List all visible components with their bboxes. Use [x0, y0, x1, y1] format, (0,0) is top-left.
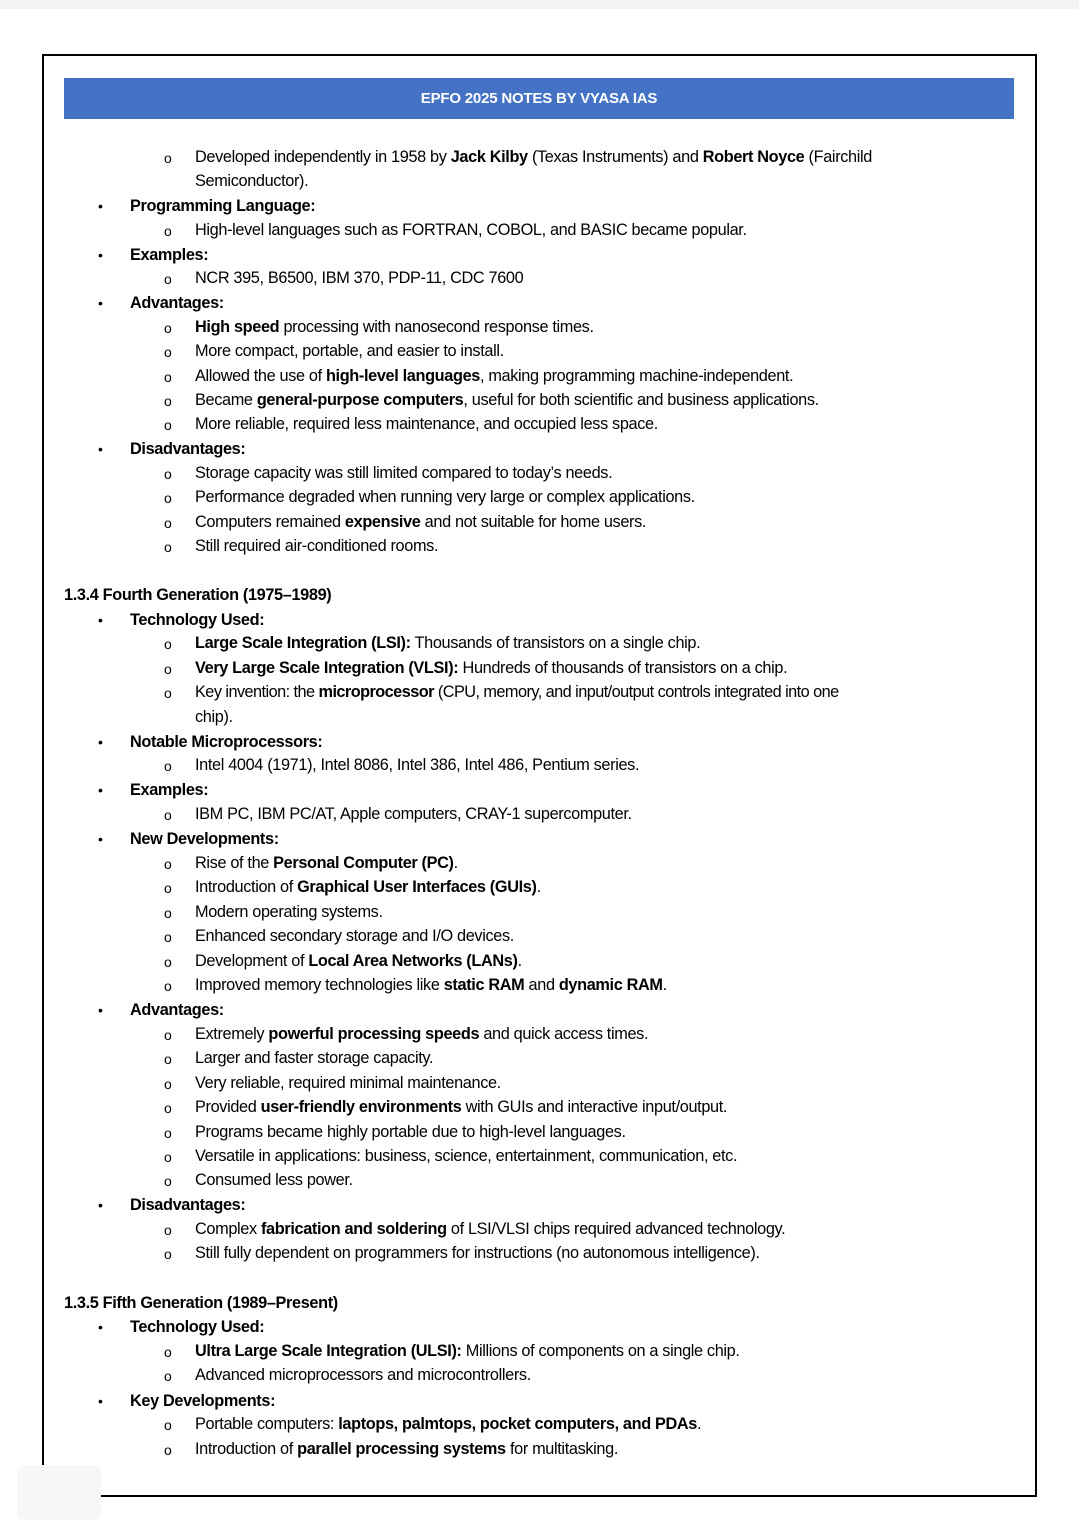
- list-item: [195, 975, 667, 995]
- list-item: [195, 390, 819, 410]
- list-item: [195, 1024, 648, 1044]
- bold-text: general-purpose computers: [256, 391, 464, 409]
- hollow-circle-bullet-icon: o: [164, 685, 172, 701]
- hollow-circle-bullet-icon: o: [164, 1368, 172, 1384]
- hollow-circle-bullet-icon: o: [164, 978, 172, 994]
- bold-text: Jack Kilby: [450, 148, 528, 166]
- list-item: [195, 877, 541, 897]
- text: Thousands of transistors on a single chip.: [410, 634, 701, 652]
- hollow-circle-bullet-icon: o: [164, 150, 172, 166]
- hollow-circle-bullet-icon: o: [164, 807, 172, 823]
- text: Computers remained: [195, 513, 345, 531]
- list-item: Programs became highly portable due to high-level languages.: [195, 1123, 626, 1141]
- text: .: [453, 854, 458, 872]
- bold-text: Robert Noyce: [702, 148, 805, 166]
- text: Allowed the use of: [195, 367, 326, 385]
- text: Key invention: the: [195, 683, 319, 701]
- text: for multitasking.: [505, 1440, 618, 1458]
- text: Complex: [195, 1220, 261, 1238]
- list-item: Still fully dependent on programmers for instructions (no autonomous intelligence).: [195, 1244, 760, 1262]
- list-item: [195, 147, 872, 167]
- hollow-circle-bullet-icon: o: [164, 1246, 172, 1262]
- hollow-circle-bullet-icon: o: [164, 880, 172, 896]
- text: processing with nanosecond response times.: [279, 318, 594, 336]
- list-heading: Key Developments:: [130, 1392, 276, 1410]
- list-item-continuation: Semiconductor).: [195, 172, 309, 190]
- list-heading: Technology Used:: [130, 611, 265, 629]
- list-heading: Notable Microprocessors:: [130, 733, 323, 751]
- hollow-circle-bullet-icon: o: [164, 490, 172, 506]
- list-item: [195, 682, 839, 702]
- bullet-icon: •: [98, 782, 103, 798]
- hollow-circle-bullet-icon: o: [164, 954, 172, 970]
- banner-title: EPFO 2025 NOTES BY VYASA IAS: [420, 90, 658, 107]
- bullet-icon: •: [98, 1002, 103, 1018]
- bold-text: microprocessor: [318, 683, 434, 701]
- text: Developed independently in 1958 by: [195, 148, 451, 166]
- bullet-icon: •: [98, 1197, 103, 1213]
- text: Introduction of: [195, 1440, 298, 1458]
- hollow-circle-bullet-icon: o: [164, 1149, 172, 1165]
- list-item: Versatile in applications: business, science, entertainment, communication, etc.: [195, 1147, 738, 1165]
- hollow-circle-bullet-icon: o: [164, 320, 172, 336]
- list-item: Performance degraded when running very large or complex applications.: [195, 488, 695, 506]
- hollow-circle-bullet-icon: o: [164, 1051, 172, 1067]
- list-item: [195, 317, 594, 337]
- text: (Fairchild: [804, 148, 872, 166]
- page-thumbnail-overlay: [17, 1465, 101, 1520]
- hollow-circle-bullet-icon: o: [164, 393, 172, 409]
- hollow-circle-bullet-icon: o: [164, 223, 172, 239]
- text: Hundreds of thousands of transistors on a chip.: [458, 659, 788, 677]
- bold-text: powerful processing speeds: [268, 1025, 480, 1043]
- text: .: [536, 878, 541, 896]
- bullet-icon: •: [98, 612, 103, 628]
- list-item: Consumed less power.: [195, 1171, 353, 1189]
- hollow-circle-bullet-icon: o: [164, 466, 172, 482]
- hollow-circle-bullet-icon: o: [164, 636, 172, 652]
- list-item: [195, 512, 646, 532]
- list-heading: Examples:: [130, 246, 209, 264]
- list-item: NCR 395, B6500, IBM 370, PDP-11, CDC 7600: [195, 269, 524, 287]
- hollow-circle-bullet-icon: o: [164, 661, 172, 677]
- list-item: [195, 658, 787, 678]
- bold-text: expensive: [344, 513, 421, 531]
- hollow-circle-bullet-icon: o: [164, 344, 172, 360]
- bold-text: Large Scale Integration (LSI):: [195, 634, 411, 652]
- text: Millions of components on a single chip.: [461, 1342, 740, 1360]
- text: (CPU, memory, and input/output controls integrated into one: [433, 683, 839, 701]
- list-item-continuation: chip).: [195, 708, 233, 726]
- list-heading: Advantages:: [130, 294, 224, 312]
- hollow-circle-bullet-icon: o: [164, 271, 172, 287]
- list-item: More reliable, required less maintenance, and occupied less space.: [195, 415, 658, 433]
- list-heading: Disadvantages:: [130, 1196, 246, 1214]
- bold-text: static RAM: [443, 976, 525, 994]
- text: , useful for both scientific and business applications.: [463, 391, 819, 409]
- bullet-icon: •: [98, 734, 103, 750]
- list-heading: New Developments:: [130, 830, 279, 848]
- text: (Texas Instruments) and: [527, 148, 703, 166]
- list-heading: Examples:: [130, 781, 209, 799]
- list-item: [195, 951, 522, 971]
- bullet-icon: •: [98, 247, 103, 263]
- list-item: Enhanced secondary storage and I/O devices.: [195, 927, 514, 945]
- hollow-circle-bullet-icon: o: [164, 1076, 172, 1092]
- bold-text: dynamic RAM: [558, 976, 663, 994]
- list-heading: Advantages:: [130, 1001, 224, 1019]
- list-item: [195, 1341, 740, 1361]
- text: Became: [195, 391, 257, 409]
- list-item: Intel 4004 (1971), Intel 8086, Intel 386, Intel 486, Pentium series.: [195, 756, 640, 774]
- text: of LSI/VLSI chips required advanced technology.: [446, 1220, 786, 1238]
- list-item: Still required air-conditioned rooms.: [195, 537, 439, 555]
- hollow-circle-bullet-icon: o: [164, 1173, 172, 1189]
- list-item: [195, 633, 700, 653]
- section-heading: 1.3.5 Fifth Generation (1989–Present): [64, 1294, 338, 1312]
- hollow-circle-bullet-icon: o: [164, 1344, 172, 1360]
- bold-text: fabrication and soldering: [260, 1220, 447, 1238]
- text: .: [517, 952, 522, 970]
- bold-text: Graphical User Interfaces (GUIs): [297, 878, 537, 896]
- bullet-icon: •: [98, 831, 103, 847]
- text: Rise of the: [195, 854, 274, 872]
- hollow-circle-bullet-icon: o: [164, 369, 172, 385]
- bullet-icon: •: [98, 441, 103, 457]
- bold-text: Ultra Large Scale Integration (ULSI):: [195, 1342, 462, 1360]
- list-heading: Programming Language:: [130, 197, 316, 215]
- bullet-icon: •: [98, 198, 103, 214]
- hollow-circle-bullet-icon: o: [164, 1125, 172, 1141]
- hollow-circle-bullet-icon: o: [164, 417, 172, 433]
- hollow-circle-bullet-icon: o: [164, 1442, 172, 1458]
- bold-text: Personal Computer (PC): [273, 854, 454, 872]
- text: and: [524, 976, 559, 994]
- bold-text: High speed: [195, 318, 280, 336]
- list-heading: Disadvantages:: [130, 440, 246, 458]
- bold-text: laptops, palmtops, pocket computers, and PDAs: [338, 1415, 698, 1433]
- hollow-circle-bullet-icon: o: [164, 1417, 172, 1433]
- hollow-circle-bullet-icon: o: [164, 539, 172, 555]
- text: Improved memory technologies like: [195, 976, 444, 994]
- hollow-circle-bullet-icon: o: [164, 905, 172, 921]
- list-item: Storage capacity was still limited compared to today’s needs.: [195, 464, 613, 482]
- bold-text: Local Area Networks (LANs): [308, 952, 518, 970]
- bold-text: user-friendly environments: [260, 1098, 462, 1116]
- list-item: Very reliable, required minimal maintenance.: [195, 1074, 501, 1092]
- hollow-circle-bullet-icon: o: [164, 1027, 172, 1043]
- hollow-circle-bullet-icon: o: [164, 1222, 172, 1238]
- list-item: IBM PC, IBM PC/AT, Apple computers, CRAY-1 supercomputer.: [195, 805, 632, 823]
- text: Development of: [195, 952, 309, 970]
- bullet-icon: •: [98, 1393, 103, 1409]
- hollow-circle-bullet-icon: o: [164, 758, 172, 774]
- text: , making programming machine-independent.: [479, 367, 794, 385]
- list-item: Larger and faster storage capacity.: [195, 1049, 434, 1067]
- text: Introduction of: [195, 878, 298, 896]
- text: with GUIs and interactive input/output.: [461, 1098, 728, 1116]
- bullet-icon: •: [98, 1319, 103, 1335]
- list-item: [195, 1219, 785, 1239]
- hollow-circle-bullet-icon: o: [164, 515, 172, 531]
- list-item: [195, 853, 458, 873]
- list-item: Advanced microprocessors and microcontrollers.: [195, 1366, 531, 1384]
- viewer-top-bar: [0, 0, 1079, 9]
- list-item: More compact, portable, and easier to install.: [195, 342, 504, 360]
- list-item: Modern operating systems.: [195, 903, 383, 921]
- text: Provided: [195, 1098, 261, 1116]
- text: .: [697, 1415, 702, 1433]
- bold-text: parallel processing systems: [297, 1440, 506, 1458]
- page-border: [42, 54, 1037, 1497]
- hollow-circle-bullet-icon: o: [164, 856, 172, 872]
- list-item: [195, 1097, 727, 1117]
- bold-text: high-level languages: [325, 367, 480, 385]
- list-item: [195, 366, 793, 386]
- header-banner: [64, 78, 1014, 119]
- text: Extremely: [195, 1025, 269, 1043]
- list-item: High-level languages such as FORTRAN, COBOL, and BASIC became popular.: [195, 221, 747, 239]
- text: .: [662, 976, 667, 994]
- section-heading: 1.3.4 Fourth Generation (1975–1989): [64, 586, 332, 604]
- bullet-icon: •: [98, 295, 103, 311]
- text: Portable computers:: [195, 1415, 339, 1433]
- hollow-circle-bullet-icon: o: [164, 1100, 172, 1116]
- list-item: [195, 1414, 701, 1434]
- hollow-circle-bullet-icon: o: [164, 929, 172, 945]
- list-item: [195, 1439, 618, 1459]
- list-heading: Technology Used:: [130, 1318, 265, 1336]
- bold-text: Very Large Scale Integration (VLSI):: [195, 659, 459, 677]
- text: and quick access times.: [479, 1025, 649, 1043]
- text: and not suitable for home users.: [420, 513, 647, 531]
